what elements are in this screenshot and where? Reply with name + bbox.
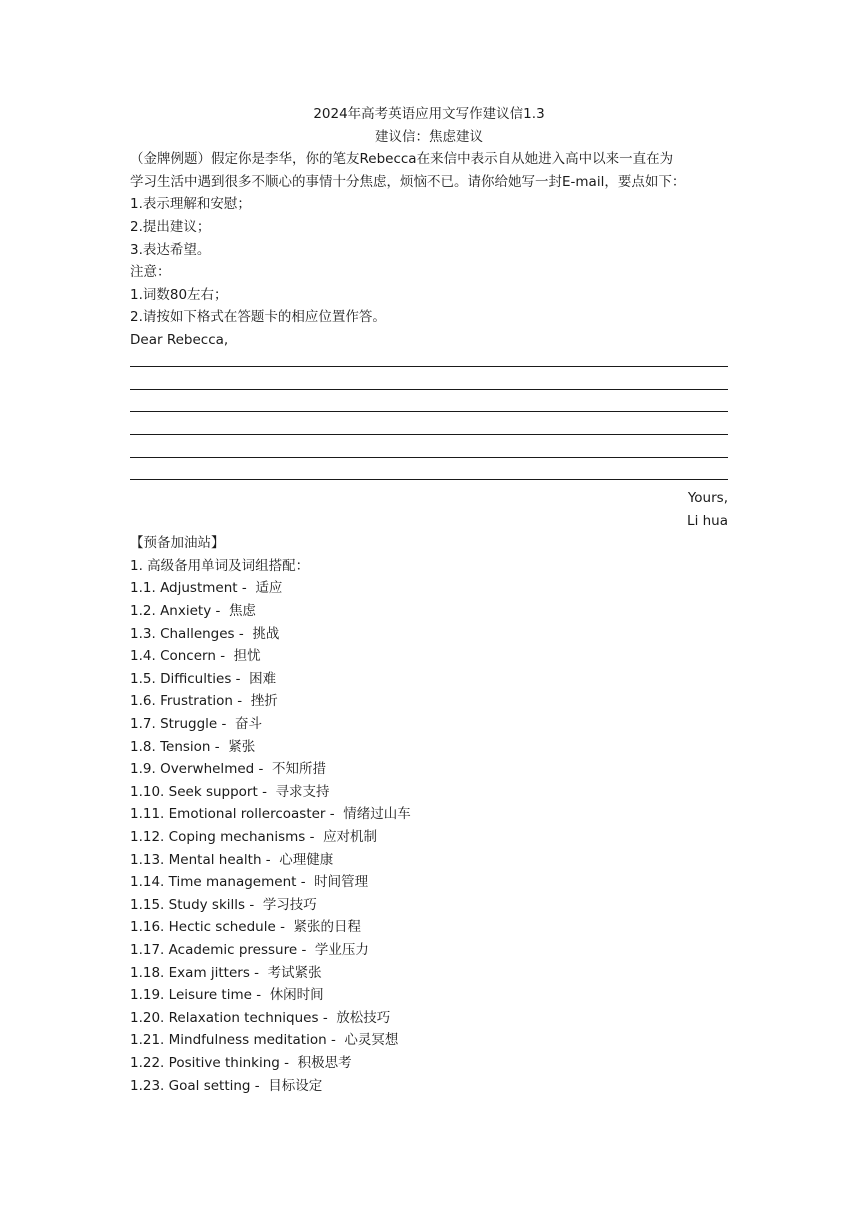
vocab-number: 1.2. bbox=[130, 603, 156, 620]
vocab-number: 1.22. bbox=[130, 1054, 165, 1071]
vocab-english: Frustration bbox=[160, 693, 233, 710]
document-subtitle: 建议信：焦虑建议 bbox=[375, 128, 483, 145]
vocab-number: 1.17. bbox=[130, 941, 165, 958]
vocab-chinese: 心灵冥想 bbox=[344, 1032, 399, 1049]
prompt-point: 2.提出建议； bbox=[130, 218, 211, 235]
vocab-chinese: 目标设定 bbox=[268, 1077, 323, 1094]
vocab-chinese: 考试紧张 bbox=[267, 964, 322, 981]
answer-blank-line bbox=[130, 374, 728, 397]
vocab-chinese: 休闲时间 bbox=[269, 987, 324, 1004]
vocab-chinese: 挫折 bbox=[250, 693, 278, 710]
note-item: 1.词数80左右； bbox=[130, 286, 228, 303]
vocab-number: 1.10. bbox=[130, 783, 165, 800]
vocab-item: 1.7. Struggle - 奋斗 bbox=[130, 716, 262, 733]
vocab-heading: 1. 高级备用单词及词组搭配： bbox=[130, 557, 310, 574]
vocab-number: 1.4. bbox=[130, 648, 156, 665]
vocab-english: Mental health bbox=[168, 851, 262, 868]
vocab-item: 1.2. Anxiety - 焦虑 bbox=[130, 603, 256, 620]
vocab-chinese: 担忧 bbox=[233, 648, 261, 665]
vocab-chinese: 困难 bbox=[249, 670, 277, 687]
vocab-chinese: 不知所措 bbox=[271, 761, 326, 778]
prompt-line: （金牌例题）假定你是李华，你的笔友Rebecca在来信中表示自从她进入高中以来一直在为 bbox=[130, 151, 674, 168]
vocab-chinese: 时间管理 bbox=[314, 874, 369, 891]
vocab-number: 1.7. bbox=[130, 716, 156, 733]
vocab-chinese: 焦虑 bbox=[228, 603, 256, 620]
vocab-number: 1.15. bbox=[130, 896, 165, 913]
vocab-number: 1.3. bbox=[130, 625, 156, 642]
answer-blank-line bbox=[130, 419, 728, 442]
vocab-chinese: 应对机制 bbox=[323, 829, 378, 845]
vocab-english: Emotional rollercoaster bbox=[168, 806, 326, 823]
document-page bbox=[130, 103, 728, 1097]
vocab-english: Hectic schedule bbox=[168, 919, 276, 936]
answer-blank-line bbox=[130, 352, 728, 375]
vocab-list bbox=[130, 577, 728, 1097]
vocab-english: Struggle bbox=[160, 716, 218, 733]
vocab-item: 1.17. Academic pressure - 学业压力 bbox=[130, 941, 369, 958]
vocab-number: 1.5. bbox=[130, 670, 156, 687]
vocab-number: 1.23. bbox=[130, 1077, 165, 1094]
vocab-number: 1.21. bbox=[130, 1032, 165, 1049]
answer-lines bbox=[130, 352, 728, 488]
vocab-chinese: 情绪过山车 bbox=[343, 806, 411, 823]
vocab-chinese: 紧张的日程 bbox=[293, 919, 362, 936]
vocab-item: 1.12. Coping mechanisms - 应对机制 bbox=[130, 829, 378, 845]
vocab-number: 1.13. bbox=[130, 851, 165, 868]
answer-blank-line bbox=[130, 442, 728, 465]
vocab-item: 1.4. Concern - 担忧 bbox=[130, 648, 261, 665]
vocab-chinese: 挑战 bbox=[252, 625, 280, 642]
vocab-number: 1.14. bbox=[130, 874, 165, 891]
vocab-item: 1.11. Emotional rollercoaster - 情绪过山车 bbox=[130, 806, 411, 823]
vocab-english: Overwhelmed bbox=[160, 761, 255, 778]
vocab-english: Seek support bbox=[168, 783, 258, 800]
prompt-line: 学习生活中遇到很多不顺心的事情十分焦虑，烦恼不已。请你给她写一封E-mail，要点如下： bbox=[130, 173, 686, 190]
vocab-english: Concern bbox=[160, 648, 216, 665]
vocab-english: Academic pressure bbox=[168, 941, 298, 958]
vocab-number: 1.16. bbox=[130, 919, 165, 936]
vocab-english: Positive thinking bbox=[168, 1054, 280, 1071]
vocab-number: 1.9. bbox=[130, 761, 156, 778]
vocab-item: 1.8. Tension - 紧张 bbox=[130, 738, 256, 755]
vocab-item: 1.18. Exam jitters - 考试紧张 bbox=[130, 964, 322, 981]
vocab-english: Leisure time bbox=[168, 987, 252, 1004]
vocab-chinese: 放松技巧 bbox=[336, 1009, 391, 1026]
vocab-english: Tension bbox=[160, 738, 211, 755]
vocab-chinese: 学习技巧 bbox=[262, 896, 317, 913]
vocab-item: 1.9. Overwhelmed - 不知所措 bbox=[130, 761, 326, 778]
vocab-item: 1.15. Study skills - 学习技巧 bbox=[130, 896, 317, 913]
vocab-english: Time management bbox=[168, 874, 297, 891]
vocab-chinese: 心理健康 bbox=[279, 851, 334, 868]
vocab-item: 1.21. Mindfulness meditation - 心灵冥想 bbox=[130, 1032, 399, 1049]
vocab-chinese: 学业压力 bbox=[314, 941, 369, 958]
vocab-item: 1.6. Frustration - 挫折 bbox=[130, 693, 278, 710]
answer-blank-line bbox=[130, 397, 728, 420]
letter-signature: Li hua bbox=[687, 512, 728, 529]
prompt-point: 3.表达希望。 bbox=[130, 241, 211, 258]
vocab-number: 1.8. bbox=[130, 738, 156, 755]
vocab-chinese: 积极思考 bbox=[297, 1054, 352, 1071]
note-item: 2.请按如下格式在答题卡的相应位置作答。 bbox=[130, 309, 386, 326]
vocab-english: Exam jitters bbox=[168, 964, 250, 981]
document-title: 2024年高考英语应用文写作建议信1.3 bbox=[313, 106, 545, 122]
vocab-english: Study skills bbox=[168, 896, 246, 913]
vocab-item: 1.13. Mental health - 心理健康 bbox=[130, 851, 334, 868]
vocab-english: Adjustment bbox=[160, 580, 238, 597]
vocab-chinese: 适应 bbox=[255, 580, 283, 597]
vocab-item: 1.23. Goal setting - 目标设定 bbox=[130, 1077, 323, 1094]
vocab-number: 1.11. bbox=[130, 806, 165, 823]
vocab-item: 1.19. Leisure time - 休闲时间 bbox=[130, 987, 324, 1004]
vocab-english: Mindfulness meditation bbox=[168, 1032, 327, 1049]
answer-blank-line bbox=[130, 465, 728, 488]
vocab-chinese: 奋斗 bbox=[234, 716, 262, 733]
letter-greeting: Dear Rebecca, bbox=[130, 331, 229, 348]
vocab-number: 1.20. bbox=[130, 1009, 165, 1026]
vocab-item: 1.5. Difficulties - 困难 bbox=[130, 670, 277, 687]
vocab-item: 1.22. Positive thinking - 积极思考 bbox=[130, 1054, 352, 1071]
vocab-chinese: 紧张 bbox=[228, 738, 256, 755]
vocab-item: 1.14. Time management - 时间管理 bbox=[130, 874, 369, 891]
vocab-english: Difficulties bbox=[160, 670, 232, 687]
section-heading: 【预备加油站】 bbox=[130, 535, 225, 552]
vocab-number: 1.18. bbox=[130, 964, 165, 981]
vocab-number: 1.19. bbox=[130, 987, 165, 1004]
prompt-block bbox=[130, 148, 728, 329]
vocab-item: 1.10. Seek support - 寻求支持 bbox=[130, 783, 330, 800]
vocab-english: Coping mechanisms bbox=[168, 829, 306, 845]
vocab-number: 1.6. bbox=[130, 693, 156, 710]
vocab-item: 1.1. Adjustment - 适应 bbox=[130, 580, 283, 597]
vocab-english: Challenges bbox=[160, 625, 235, 642]
vocab-chinese: 寻求支持 bbox=[275, 783, 330, 800]
vocab-item: 1.16. Hectic schedule - 紧张的日程 bbox=[130, 919, 362, 936]
vocab-english: Anxiety bbox=[160, 603, 212, 620]
vocab-number: 1.12. bbox=[130, 829, 165, 845]
note-heading: 注意： bbox=[130, 264, 171, 281]
vocab-number: 1.1. bbox=[130, 580, 156, 597]
vocab-item: 1.20. Relaxation techniques - 放松技巧 bbox=[130, 1009, 391, 1026]
vocab-item: 1.3. Challenges - 挑战 bbox=[130, 625, 280, 642]
letter-closing: Yours, bbox=[687, 490, 728, 507]
vocab-english: Goal setting bbox=[168, 1077, 251, 1094]
prompt-point: 1.表示理解和安慰； bbox=[130, 196, 251, 213]
vocab-english: Relaxation techniques bbox=[168, 1009, 319, 1026]
